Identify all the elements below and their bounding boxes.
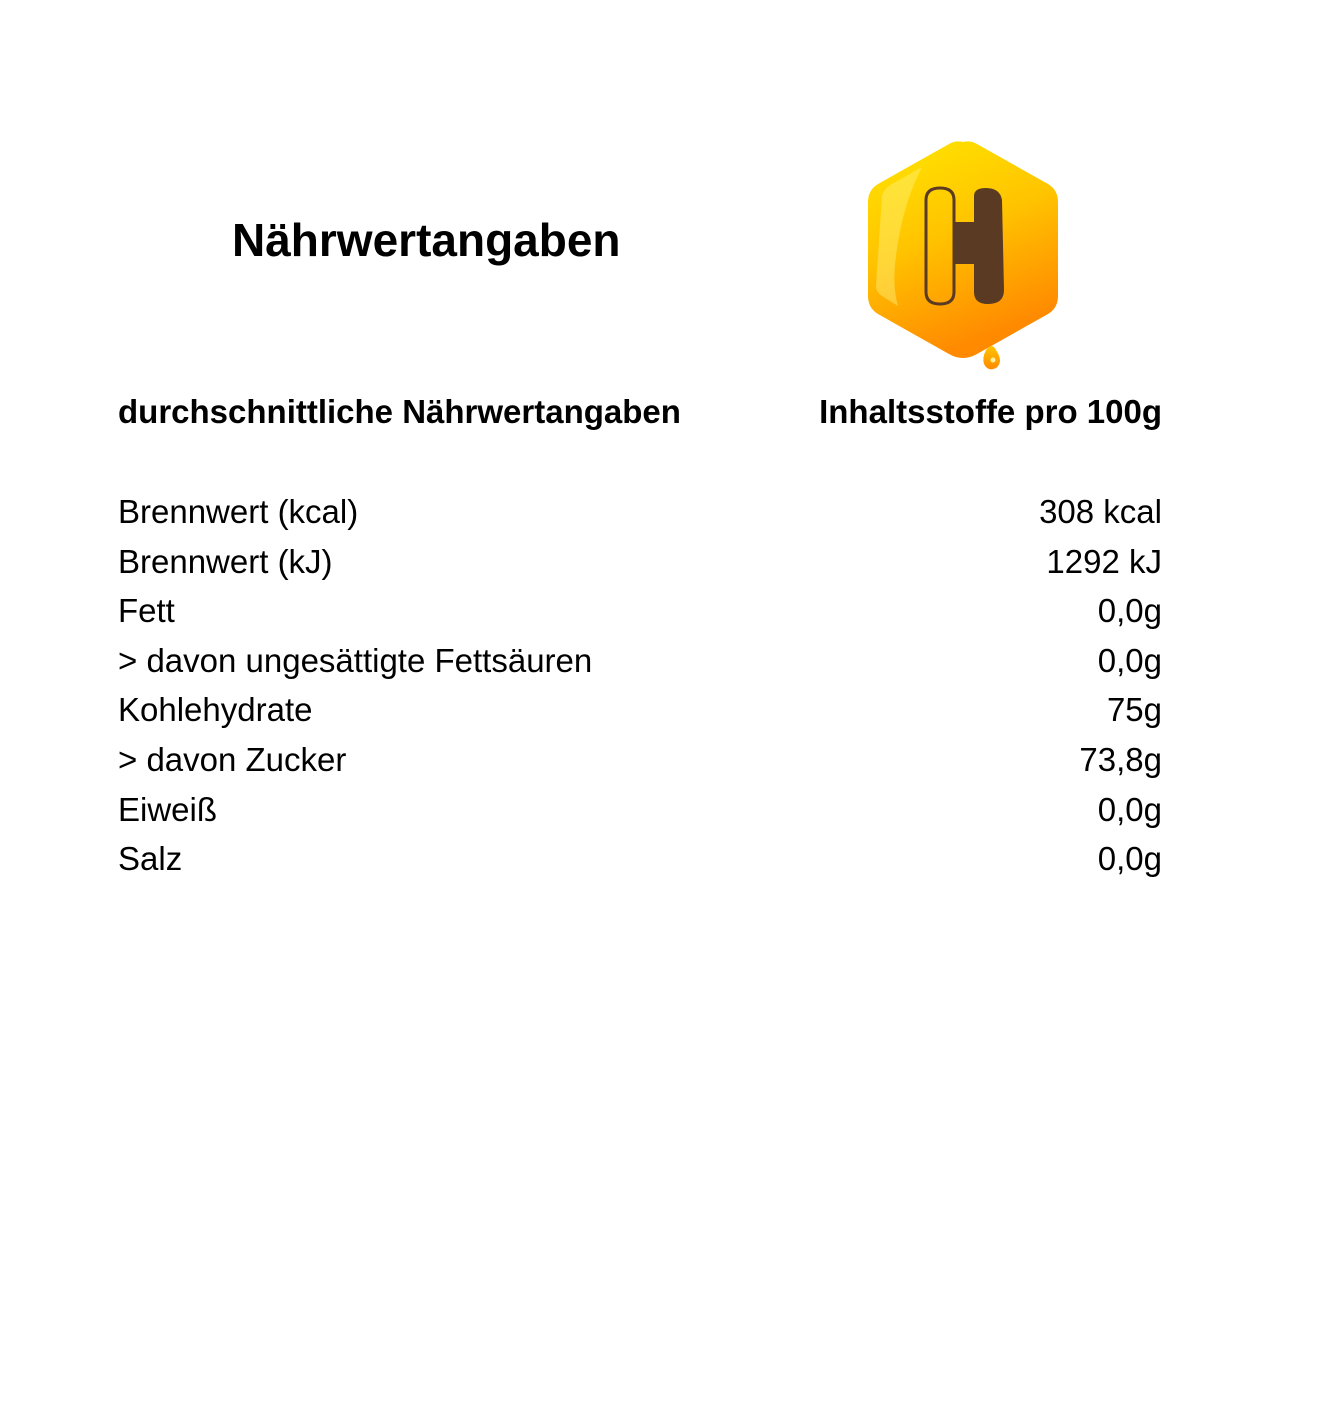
row-label: Kohlehydrate: [118, 691, 313, 729]
table-row: [118, 487, 1162, 537]
row-label: > davon ungesättigte Fettsäuren: [118, 641, 593, 679]
table-row: [118, 785, 1162, 835]
row-value: 1292 kJ: [1046, 542, 1162, 580]
column-header-per-100g: Inhaltsstoffe pro 100g: [819, 393, 1162, 430]
page-title: Nährwertangaben: [232, 214, 621, 266]
row-label: Salz: [118, 840, 183, 878]
column-header-nutrients: durchschnittliche Nährwertangaben: [118, 393, 681, 430]
row-value: 75g: [1106, 691, 1162, 729]
row-label: Fett: [118, 592, 175, 630]
nutrition-table: [118, 487, 1162, 884]
honey-hexagon-logo-icon: [862, 136, 1064, 376]
row-label: Brennwert (kJ): [118, 542, 333, 580]
row-label: > davon Zucker: [118, 740, 347, 778]
row-value: 0,0g: [1097, 790, 1162, 828]
table-row: [118, 685, 1162, 735]
table-row: [118, 735, 1162, 785]
row-value: 308 kcal: [1039, 493, 1162, 530]
table-row: [118, 586, 1162, 636]
row-value: 0,0g: [1097, 840, 1162, 878]
row-label: Eiweiß: [118, 790, 218, 828]
table-row: [118, 537, 1162, 587]
row-value: 0,0g: [1097, 641, 1162, 679]
table-row: [118, 834, 1162, 884]
row-value: 0,0g: [1097, 592, 1162, 630]
table-row: [118, 636, 1162, 686]
row-label: Brennwert (kcal): [118, 493, 359, 530]
row-value: 73,8g: [1079, 740, 1162, 778]
